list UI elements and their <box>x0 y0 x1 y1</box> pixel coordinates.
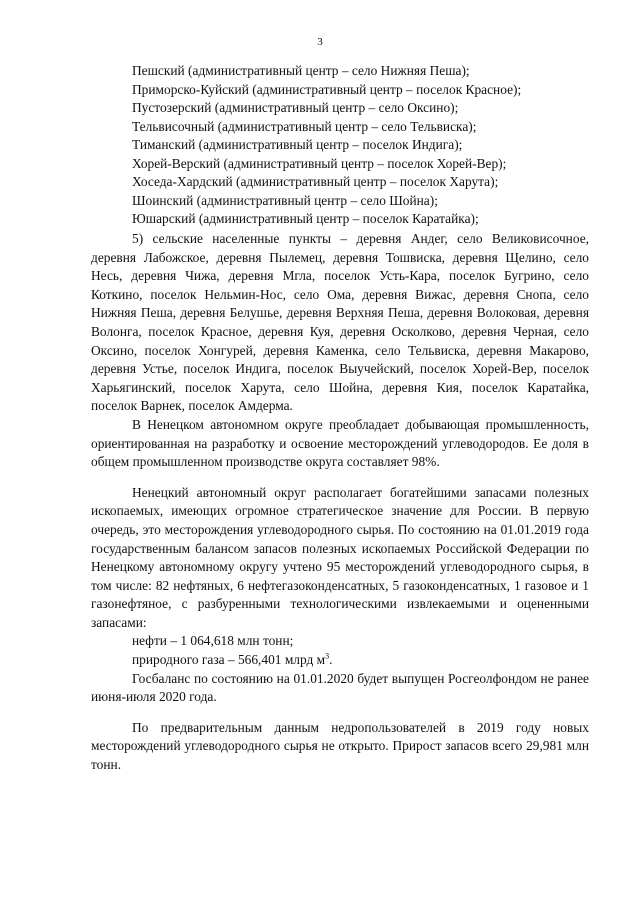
gas-reserves-end: . <box>329 652 333 668</box>
district-item: Хоседа-Хардский (административный центр – поселок Харута); <box>132 174 499 189</box>
district-list <box>132 62 592 229</box>
balance-paragraph: Госбаланс по состоянию на 01.01.2020 будет выпущен Росгеолфондом не ранее июня-июля 2020 года. <box>91 670 589 705</box>
industry-paragraph: В Ненецком автономном округе преобладает добывающая промышленность, ориентированная на разработку и освоение месторождений углеводородов. Ее доля в общем промышленном производстве округа составляет 98%. <box>91 416 589 470</box>
new-deposits-paragraph: По предварительным данным недропользователей в 2019 году новых месторождений углеводородного сырья не открыто. Прирост запасов всего 29,981 млн тонн. <box>91 719 589 773</box>
reserves-paragraph: Ненецкий автономный округ располагает богатейшими запасами полезных ископаемых, имеющих огромное стратегическое значение для России. В первую очередь, это месторождения углеводородного сырья. По состоянию на 01.01.2019 года государственным балансом запасов полезных ископаемых Российской Федерации по Ненецкому автономному округу учтено 95 месторождений углеводородного сырья, в том числе: 82 нефтяных, 6 нефтегазоконденсатных, 5 газоконденсатных, 1 газовое и 1 газонефтяное, с разбуренными технологическими извлекаемыми и оцененными запасами: <box>91 484 589 630</box>
rural-settlements-paragraph: 5) сельские населенные пункты – деревня Андег, село Великовисочное, деревня Лабожское, деревня Пылемец, деревня Тошвиска, деревня Щелино, село Несь, деревня Чижа, деревня Мгла, поселок Усть-Кара, поселок Бугрино, село Коткино, поселок Нельмин-Нос, село Ома, деревня Вижас, деревня Снопа, село Нижняя Пеша, деревня Белушье, деревня Верхняя Пеша, деревня Волоковая, деревня Волонга, поселок Красное, деревня Куя, деревня Осколково, деревня Черная, село Оксино, поселок Хонгурей, деревня Каменка, село Тельвиска, деревня Макарово, деревня Устье, поселок Индига, поселок Выучейский, поселок Хорей-Вер, поселок Харьягинский, поселок Харута, село Шойна, деревня Кия, поселок Каратайка, поселок Варнек, поселок Амдерма. <box>91 231 589 414</box>
district-item: Хорей-Верский (административный центр – поселок Хорей-Вер); <box>132 155 507 171</box>
district-item: Пешский (административный центр – село Нижняя Пеша); <box>132 63 470 78</box>
district-item: Приморско-Куйский (административный центр – поселок Красное); <box>132 81 522 97</box>
district-item: Юшарский (административный центр – поселок Каратайка); <box>132 211 479 226</box>
district-item: Пустозерский (административный центр – село Оксино); <box>132 100 459 115</box>
main-text <box>91 230 589 775</box>
gas-reserves-superscript: 3 <box>325 651 330 661</box>
gas-reserves-line <box>91 651 589 670</box>
gas-reserves-text: природного газа – 566,401 млрд м <box>132 652 326 668</box>
district-item: Тельвисочный (административный центр – село Тельвиска); <box>132 118 477 134</box>
page-number: 3 <box>317 36 323 48</box>
district-item: Шоинский (административный центр – село Шойна); <box>132 192 438 208</box>
district-item: Тиманский (административный центр – поселок Индига); <box>132 137 463 152</box>
oil-reserves-line: нефти – 1 064,618 млн тонн; <box>132 633 294 649</box>
